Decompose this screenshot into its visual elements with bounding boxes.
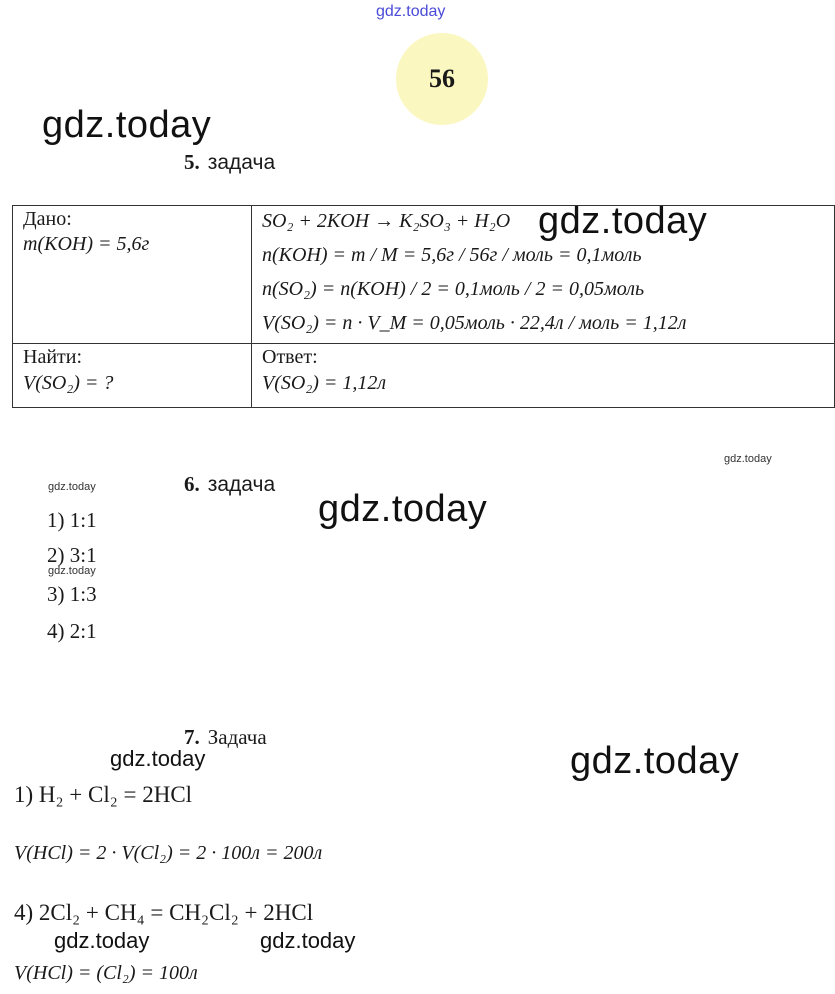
answer-cell <box>252 344 835 408</box>
watermark-large: gdz.today <box>318 488 488 530</box>
answer-label: Ответ: <box>262 346 318 368</box>
task7-title: Задача <box>207 725 267 749</box>
watermark-small: gdz.today <box>48 565 96 577</box>
task6-title: задача <box>207 473 276 496</box>
task6-heading <box>184 472 275 497</box>
task7-equation-2: 4) 2Cl₂ + CH₄ = CH₂Cl₂ + 2HCl <box>14 900 314 925</box>
watermark-medium: gdz.today <box>110 746 206 771</box>
solution-line: n(KOH) = m / M = 5,6г / 56г / моль = 0,1моль <box>262 244 642 266</box>
task7-calc-2: V(HCl) = (Cl₂) = 100л <box>14 962 198 984</box>
solution-line: SO₂ + 2KOH → K₂SO₃ + H₂O <box>262 210 511 232</box>
page-number-badge <box>396 33 488 125</box>
task6-option: 2) 3:1 <box>47 543 97 567</box>
task7-equation-1: 1) H₂ + Cl₂ = 2HCl <box>14 782 193 807</box>
given-value: m(KOH) = 5,6г <box>23 233 150 255</box>
watermark-large: gdz.today <box>42 104 212 146</box>
task6-option: 1) 1:1 <box>47 508 97 532</box>
given-cell <box>13 206 252 344</box>
task5-title: задача <box>207 151 276 174</box>
watermark-small: gdz.today <box>724 453 772 465</box>
answer-value: V(SO₂) = 1,12л <box>262 372 387 394</box>
find-cell <box>13 344 252 408</box>
watermark-large: gdz.today <box>570 740 740 782</box>
watermark-top: gdz.today <box>376 3 446 20</box>
task7-calc-1: V(HCl) = 2 · V(Cl₂) = 2 · 100л = 200л <box>14 842 323 864</box>
task5-number: 5. <box>184 150 200 174</box>
find-label: Найти: <box>23 346 83 368</box>
solution-cell <box>252 206 835 344</box>
task5-table <box>12 205 835 408</box>
task7-number: 7. <box>184 725 200 749</box>
task5-heading <box>184 150 275 175</box>
task7-heading <box>184 725 267 750</box>
watermark-small: gdz.today <box>48 481 96 493</box>
task6-number: 6. <box>184 472 200 496</box>
page-number: 56 <box>429 64 455 93</box>
task6-option: 3) 1:3 <box>47 582 97 606</box>
watermark-medium: gdz.today <box>54 928 150 953</box>
watermark-medium: gdz.today <box>260 928 356 953</box>
given-label: Дано: <box>23 208 72 230</box>
find-value: V(SO₂) = ? <box>23 372 114 394</box>
solution-line: V(SO₂) = n · V_M = 0,05моль · 22,4л / моль = 1,12л <box>262 312 687 334</box>
task6-option: 4) 2:1 <box>47 619 97 643</box>
solution-line: n(SO₂) = n(KOH) / 2 = 0,1моль / 2 = 0,05моль <box>262 278 645 300</box>
watermark-large: gdz.today <box>538 200 708 242</box>
